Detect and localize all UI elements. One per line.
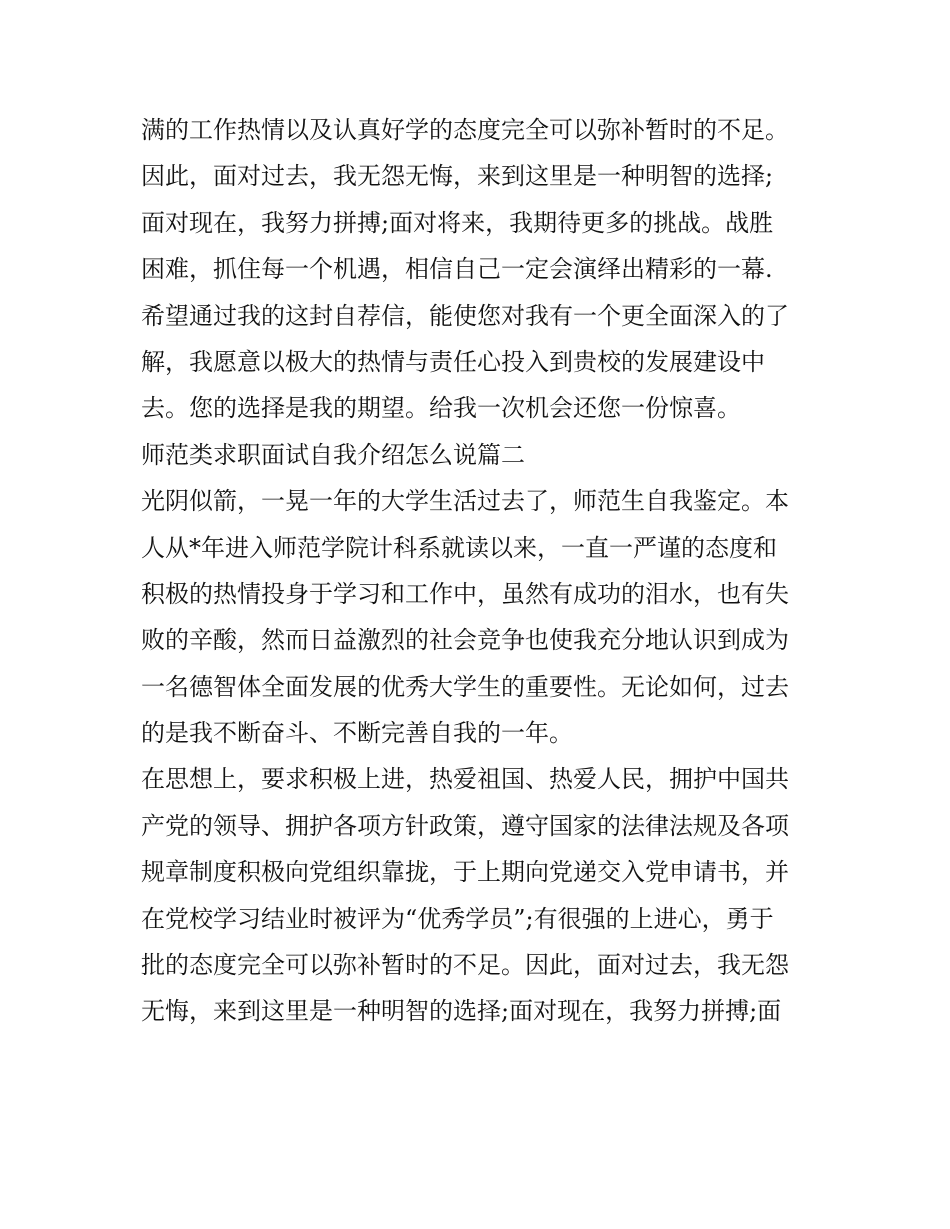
text-line: 因此，面对过去，我无怨无悔，来到这里是一种明智的选择;	[141, 162, 774, 191]
text-line: 积极的热情投身于学习和工作中，虽然有成功的泪水，也有失	[141, 579, 789, 608]
section-heading: 师范类求职面试自我介绍怎么说篇二	[141, 440, 525, 469]
text-line: 在党校学习结业时被评为“优秀学员”;有很强的上进心，勇于	[141, 904, 774, 933]
text-line: 在思想上，要求积极上进，热爱祖国、热爱人民，拥护中国共	[141, 765, 789, 794]
text-line: 满的工作热情以及认真好学的态度完全可以弥补暂时的不足。	[141, 116, 789, 144]
text-line: 产党的领导、拥护各项方针政策，遵守国家的法律法规及各项	[141, 811, 789, 840]
text-line: 无悔，来到这里是一种明智的选择;面对现在，我努力拼搏;面	[141, 997, 782, 1026]
document-body	[141, 107, 821, 1035]
text-line: 希望通过我的这封自荐信，能使您对我有一个更全面深入的了	[141, 301, 789, 330]
text-line: 面对现在，我努力拼搏;面对将来，我期待更多的挑战。战胜	[141, 208, 774, 237]
text-line: 批的态度完全可以弥补暂时的不足。因此，面对过去，我无怨	[141, 951, 789, 980]
text-line: 困难，抓住每一个机遇，相信自己一定会演绎出精彩的一幕.	[141, 255, 773, 284]
text-line: 光阴似箭，一晃一年的大学生活过去了，师范生自我鉴定。本	[141, 487, 789, 516]
text-line: 败的辛酸，然而日益激烈的社会竞争也使我充分地认识到成为	[141, 626, 789, 655]
text-line: 一名德智体全面发展的优秀大学生的重要性。无论如何，过去	[141, 672, 789, 701]
text-line: 解，我愿意以极大的热情与责任心投入到贵校的发展建设中	[141, 347, 765, 376]
text-line: 规章制度积极向党组织靠拢，于上期向党递交入党申请书，并	[141, 858, 789, 887]
text-line: 的是我不断奋斗、不断完善自我的一年。	[141, 719, 573, 748]
text-line: 人从*年进入师范学院计科系就读以来，一直一严谨的态度和	[141, 533, 777, 562]
text-line: 去。您的选择是我的期望。给我一次机会还您一份惊喜。	[141, 394, 741, 423]
